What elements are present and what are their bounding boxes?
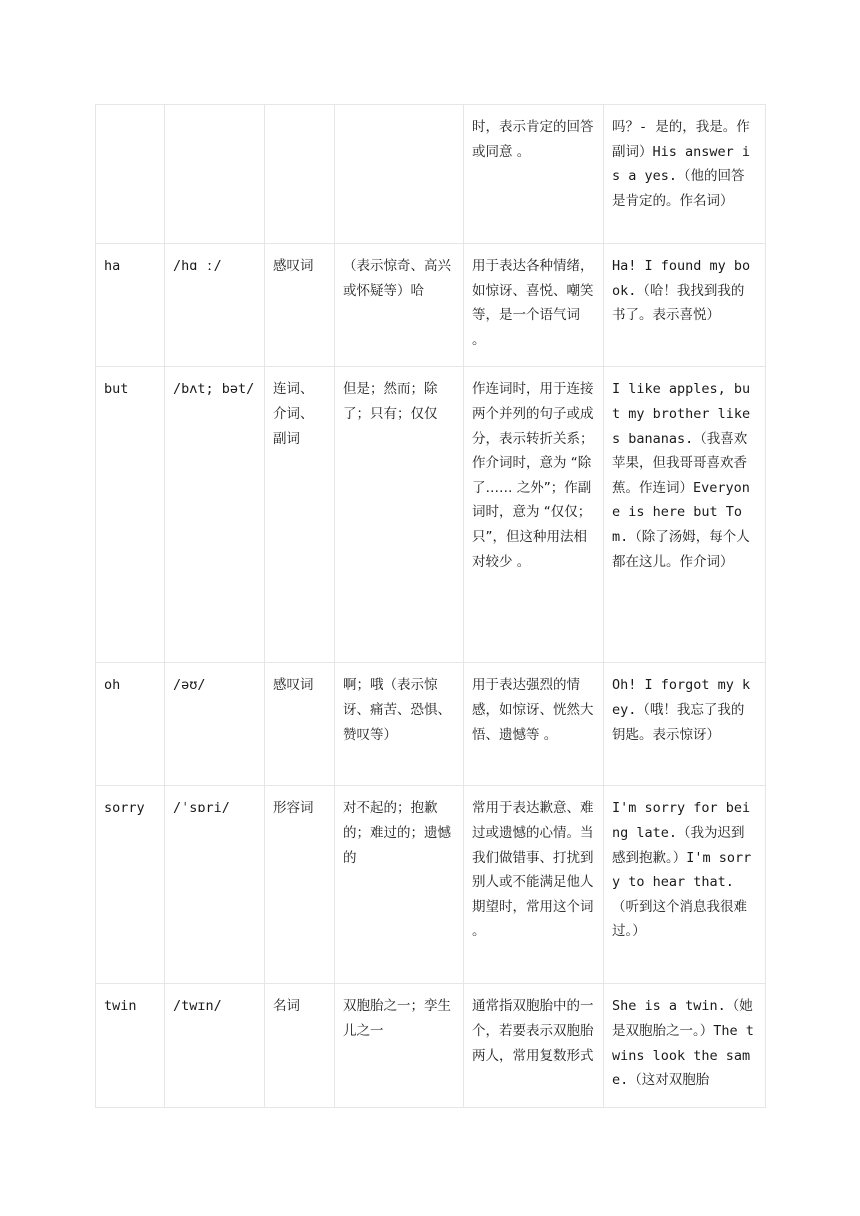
table-row xyxy=(96,663,766,786)
part-of-speech-cell: 连词、介词、副词 xyxy=(265,367,335,663)
phonetic-cell: /bʌt; bət/ xyxy=(165,367,265,663)
phonetic-cell: /ˈsɒri/ xyxy=(165,786,265,984)
table-row xyxy=(96,367,766,663)
meaning-cell: 双胞胎之一；孪生儿之一 xyxy=(335,984,464,1107)
usage-cell: 常用于表达歉意、难过或遗憾的心情。当我们做错事、打扰到别人或不能满足他人期望时，常用这个词 。 xyxy=(464,786,604,984)
meaning-cell: 啊；哦（表示惊讶、痛苦、恐惧、赞叹等） xyxy=(335,663,464,786)
usage-cell: 时，表示肯定的回答或同意 。 xyxy=(464,105,604,244)
usage-cell: 作连词时，用于连接两个并列的句子或成分，表示转折关系；作介词时，意为 “除了…… 之外”；作副词时，意为 “仅仅；只”，但这种用法相对较少 。 xyxy=(464,367,604,663)
example-cell: Ha! I found my book.（哈！我找到我的书了。表示喜悦） xyxy=(604,244,766,367)
table-row xyxy=(96,984,766,1107)
document-page xyxy=(95,104,765,1108)
example-cell: 吗？- 是的，我是。作副词）His answer is a yes.（他的回答是肯定的。作名词） xyxy=(604,105,766,244)
word-cell: ha xyxy=(96,244,165,367)
example-cell: Oh! I forgot my key.（哦！我忘了我的钥匙。表示惊讶） xyxy=(604,663,766,786)
phonetic-cell xyxy=(165,105,265,244)
example-cell: I'm sorry for being late.（我为迟到感到抱歉。）I'm sorry to hear that.（听到这个消息我很难过。） xyxy=(604,786,766,984)
phonetic-cell: /hɑ ː/ xyxy=(165,244,265,367)
word-cell: but xyxy=(96,367,165,663)
table-row xyxy=(96,105,766,244)
word-cell: oh xyxy=(96,663,165,786)
example-cell: I like apples, but my brother likes bananas.（我喜欢苹果，但我哥哥喜欢香蕉。作连词）Everyone is here but Tom.（除了汤姆，每个人都在这儿。作介词） xyxy=(604,367,766,663)
usage-cell: 用于表达强烈的情感，如惊讶、恍然大悟、遗憾等 。 xyxy=(464,663,604,786)
word-cell: twin xyxy=(96,984,165,1107)
table-row xyxy=(96,244,766,367)
usage-cell: 用于表达各种情绪，如惊讶、喜悦、嘲笑等，是一个语气词 。 xyxy=(464,244,604,367)
part-of-speech-cell: 名词 xyxy=(265,984,335,1107)
vocabulary-table xyxy=(95,104,766,1108)
phonetic-cell: /twɪn/ xyxy=(165,984,265,1107)
part-of-speech-cell: 形容词 xyxy=(265,786,335,984)
meaning-cell xyxy=(335,105,464,244)
usage-cell: 通常指双胞胎中的一个，若要表示双胞胎两人，常用复数形式 xyxy=(464,984,604,1107)
meaning-cell: 但是；然而；除了；只有；仅仅 xyxy=(335,367,464,663)
part-of-speech-cell xyxy=(265,105,335,244)
meaning-cell: （表示惊奇、高兴或怀疑等）哈 xyxy=(335,244,464,367)
table-row xyxy=(96,786,766,984)
phonetic-cell: /əʊ/ xyxy=(165,663,265,786)
word-cell xyxy=(96,105,165,244)
example-cell: She is a twin.（她是双胞胎之一。）The twins look the same.（这对双胞胎 xyxy=(604,984,766,1107)
word-cell: sorry xyxy=(96,786,165,984)
part-of-speech-cell: 感叹词 xyxy=(265,244,335,367)
part-of-speech-cell: 感叹词 xyxy=(265,663,335,786)
meaning-cell: 对不起的；抱歉的；难过的；遗憾的 xyxy=(335,786,464,984)
